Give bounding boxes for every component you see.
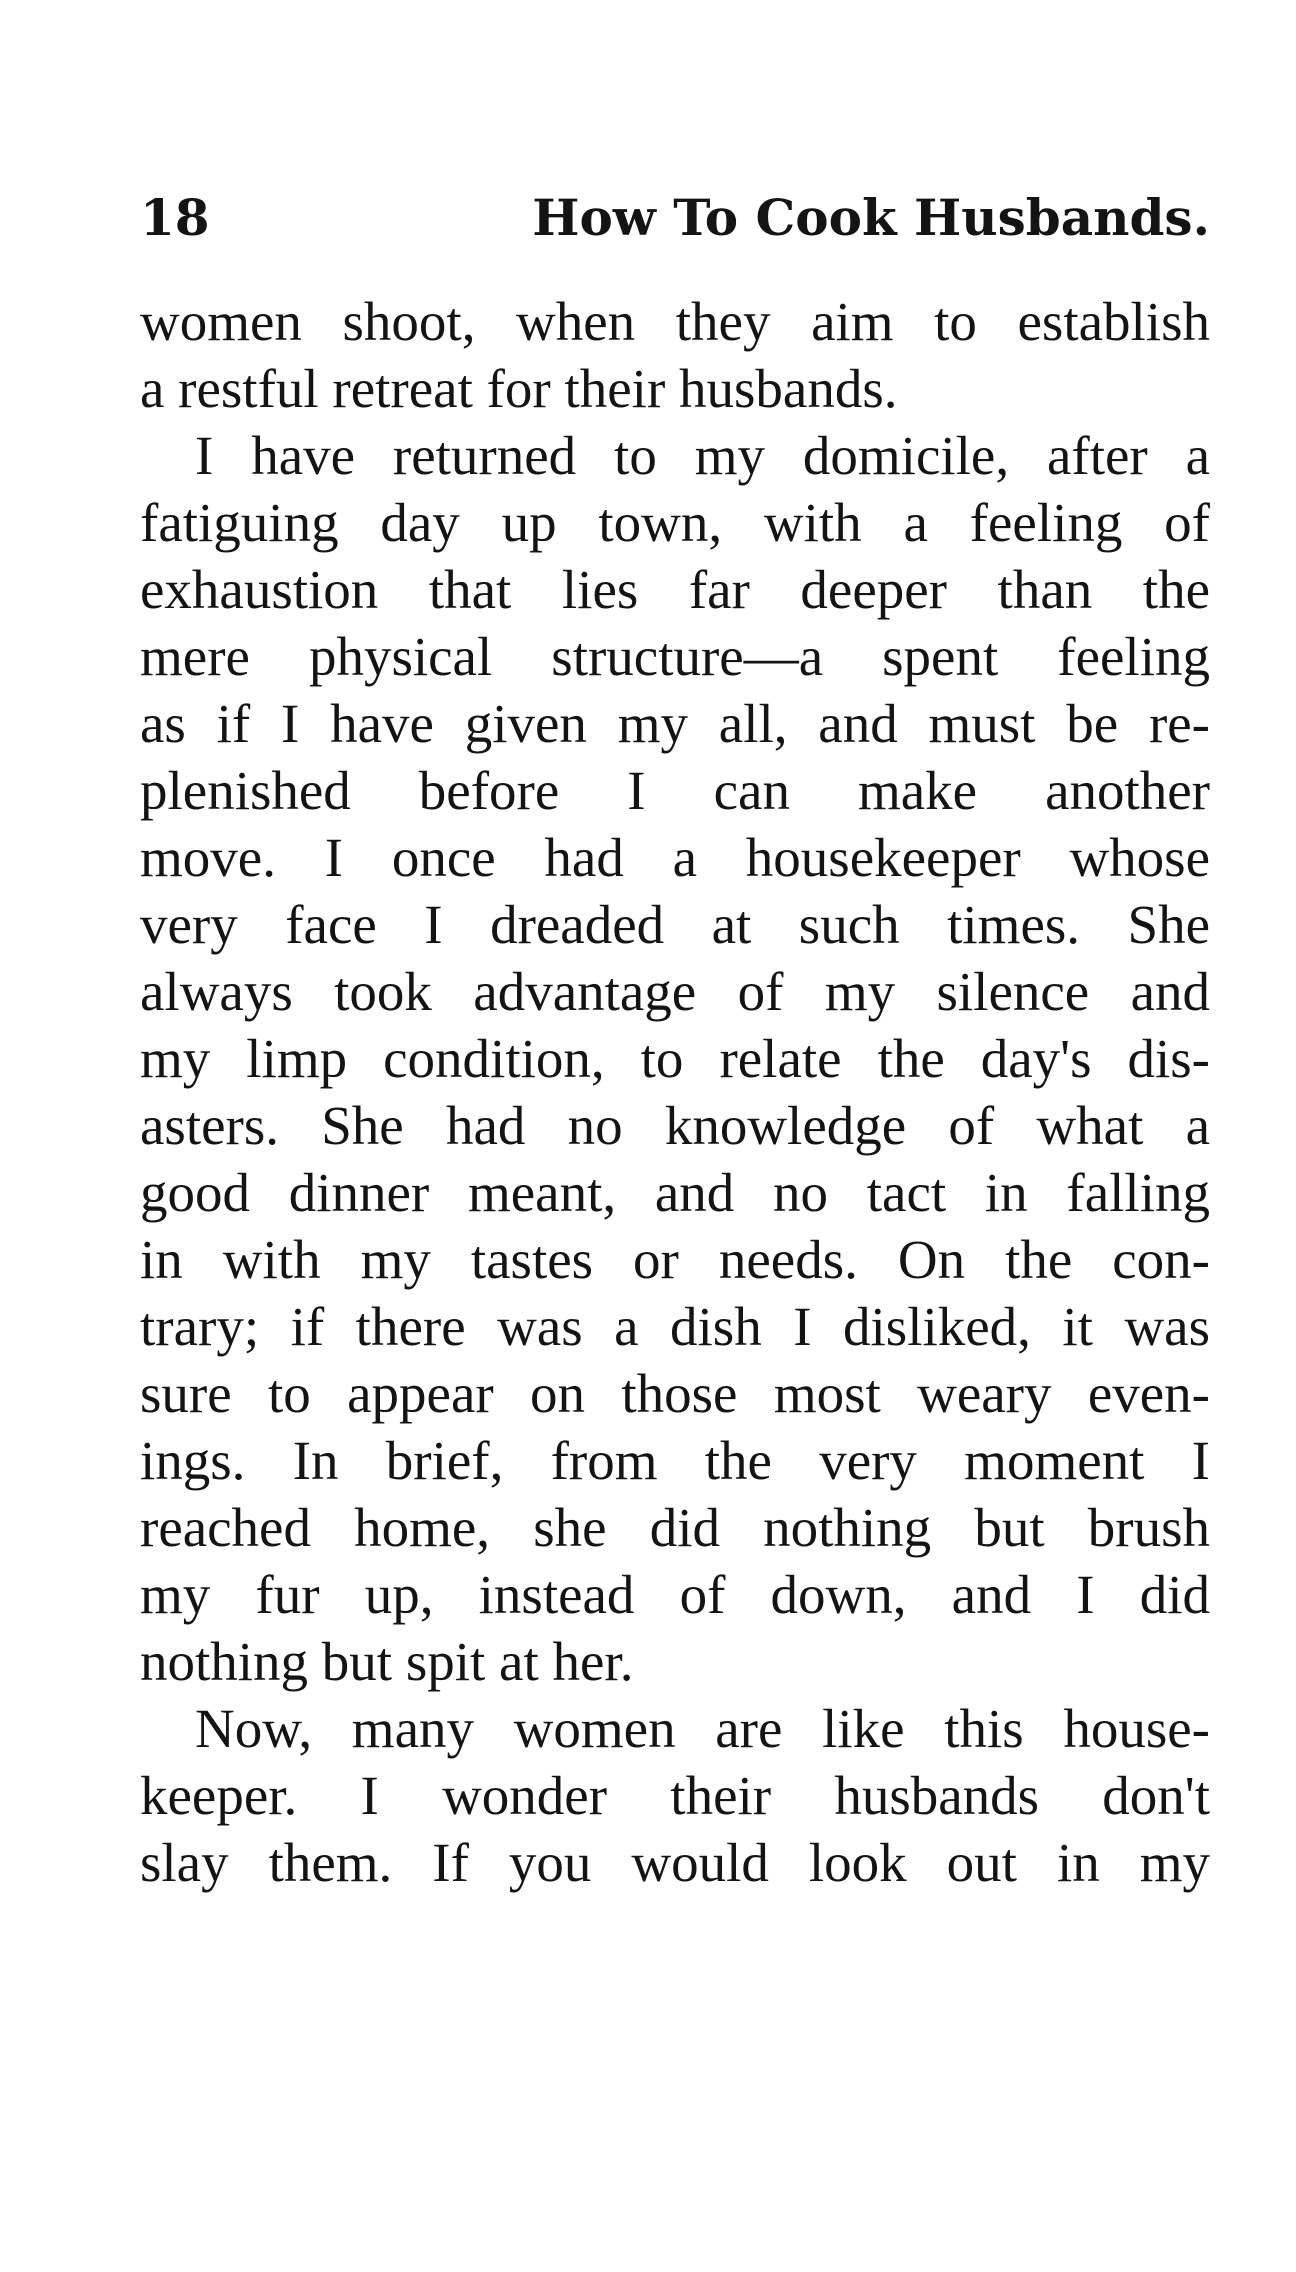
text-line: keeper. I wonder their husbands don't (140, 1765, 1210, 1826)
text-line: exhaustion that lies far deeper than the (140, 559, 1210, 620)
paragraph-3 (140, 1695, 1210, 1896)
text-line: Now, many women are like this house- (195, 1698, 1210, 1759)
text-line: as if I have given my all, and must be re- (140, 693, 1210, 754)
running-header (140, 178, 1210, 258)
text-line: very face I dreaded at such times. She (140, 894, 1210, 955)
text-line: a restful retreat for their husbands. (140, 358, 898, 419)
text-line: nothing but spit at her. (140, 1631, 634, 1692)
text-line: I have returned to my domicile, after a (195, 425, 1210, 486)
text-line: women shoot, when they aim to establish (140, 291, 1210, 352)
text-line: reached home, she did nothing but brush (140, 1497, 1210, 1558)
text-line: trary; if there was a dish I disliked, it was (140, 1296, 1210, 1357)
text-line: in with my tastes or needs. On the con- (140, 1229, 1210, 1290)
running-title: How To Cook Husbands. (532, 188, 1210, 247)
text-line: good dinner meant, and no tact in falling (140, 1162, 1210, 1223)
text-line: my limp condition, to relate the day's dis- (140, 1028, 1210, 1089)
paragraph-2 (140, 422, 1210, 1695)
paragraph-1 (140, 288, 1210, 422)
text-line: slay them. If you would look out in my (140, 1832, 1210, 1893)
text-line: asters. She had no knowledge of what a (140, 1095, 1210, 1156)
text-line: my fur up, instead of down, and I did (140, 1564, 1210, 1625)
text-line: ings. In brief, from the very moment I (140, 1430, 1210, 1491)
text-line: always took advantage of my silence and (140, 961, 1210, 1022)
text-line: fatiguing day up town, with a feeling of (140, 492, 1210, 553)
text-line: plenished before I can make another (140, 760, 1210, 821)
body-text (140, 288, 1210, 1896)
page-number: 18 (140, 188, 210, 247)
text-line: sure to appear on those most weary even- (140, 1363, 1210, 1424)
text-line: mere physical structure—a spent feeling (140, 626, 1210, 687)
text-line: move. I once had a housekeeper whose (140, 827, 1210, 888)
